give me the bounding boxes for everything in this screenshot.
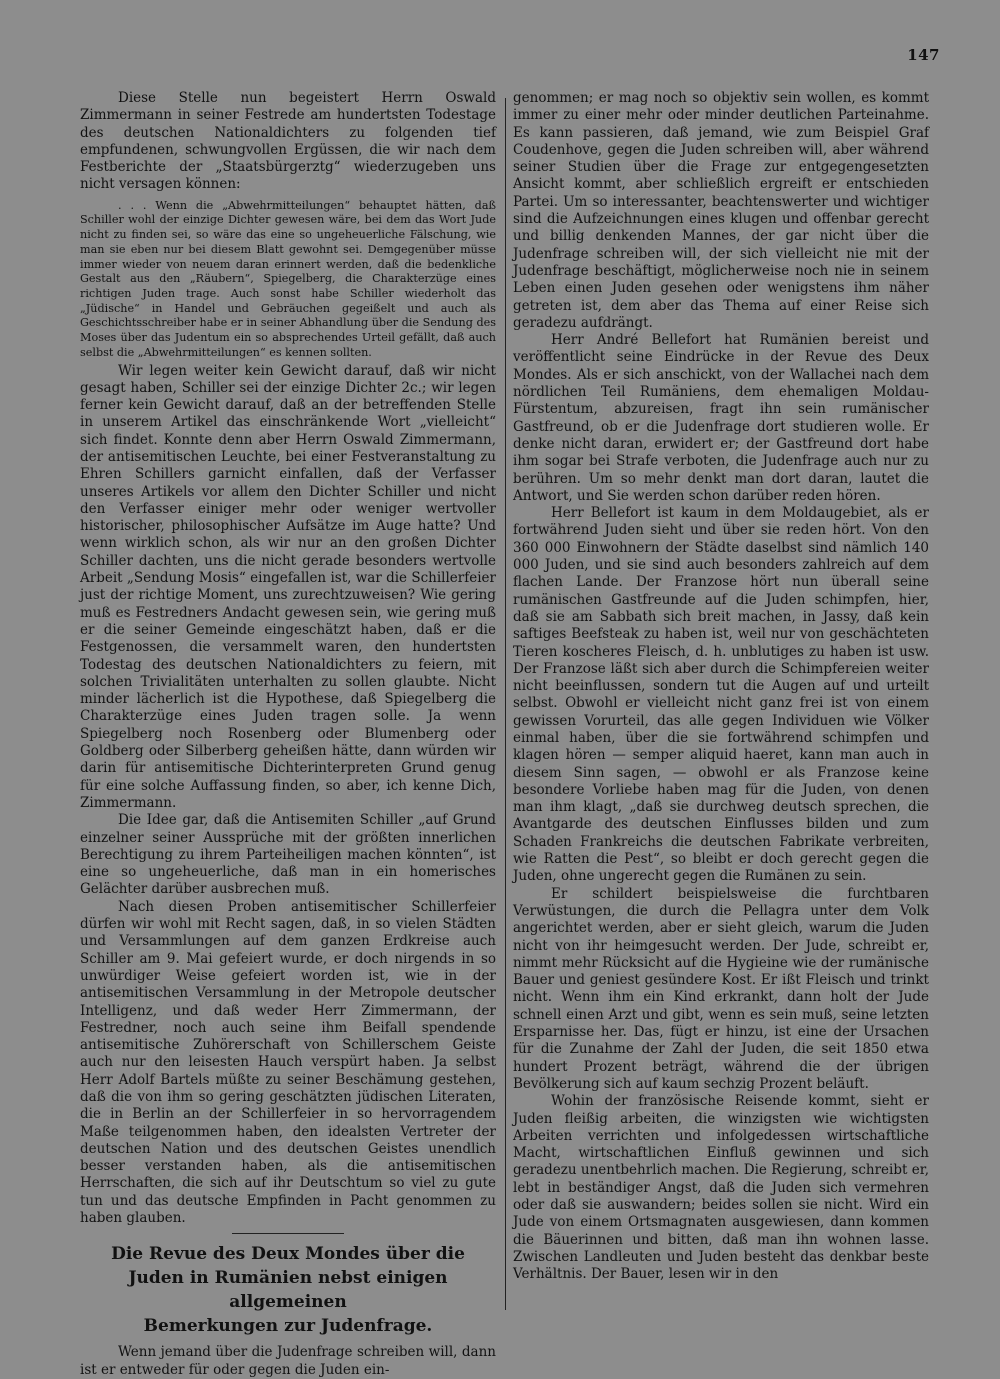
left-column: [80, 90, 496, 1379]
paragraph: Diese Stelle nun begeistert Herrn Oswald Zimmermann in seiner Festrede am hundertsten Todestage des deutschen Nationaldichters zu folgenden tief empfundenen, schwungvollen Ergüssen, die wir nach dem Festberichte der „Staatsbürgerztg“ wiederzugeben uns nicht versagen können:: [80, 90, 496, 193]
headline-line: Bemerkungen zur Judenfrage.: [143, 1316, 433, 1337]
section-divider: [232, 1233, 344, 1234]
paragraph: Wenn jemand über die Judenfrage schreiben will, dann ist er entweder für oder gegen die Juden ein-: [80, 1344, 496, 1378]
paragraph: Er schildert beispielsweise die furchtbaren Verwüstungen, die durch die Pellagra unter dem Volk angerichtet werden, aber er sieht gleich, warum die Juden nicht von ihr heimgesucht werden. Der Jude, schreibt er, nimmt mehr Rücksicht auf die Hygieine wie der rumänische Bauer und geniest gesündere Kost. Er ißt Fleisch und trinkt nicht. Wenn ihm ein Kind erkrankt, dann holt der Jude schnell einen Arzt und gibt, wenn es sein muß, seine letzten Ersparnisse her. Das, fügt er hinzu, ist eine der Ursachen für die Zunahme der Zahl der Juden, die seit 1850 etwa hundert Prozent beträgt, während die der übrigen Bevölkerung sich auf kaum sechzig Prozent beläuft.: [513, 885, 929, 1092]
column-divider: [505, 98, 506, 1310]
paragraph: Die Idee gar, daß die Antisemiten Schiller „auf Grund einzelner seiner Aussprüche mit der größten innerlichen Berechtigung zu ihrem Parteiheiligen machen könnten“, ist eine so ungeheuerliche, daß man in ein homerisches Gelächter darüber ausbrechen muß.: [80, 812, 496, 898]
right-column: [513, 90, 929, 1283]
paragraph: Nach diesen Proben antisemitischer Schillerfeier dürfen wir wohl mit Recht sagen, daß, in so vielen Städten und Versammlungen auf dem ganzen Erdkreise auch Schiller am 9. Mai gefeiert wurde, er doch nirgends in so unwürdiger Weise gefeiert worden ist, wie in der antisemitischen Versammlung in der Metropole deutscher Intelligenz, und daß weder Herr Zimmermann, der Festredner, noch auch seine ihm Beifall spendende antisemitische Zuhörerschaft von Schillerschem Geiste auch nur den leisesten Hauch verspürt haben. Ja selbst Herr Adolf Bartels müßte zu seiner Beschämung gestehen, daß die von ihm so gering geschätzten jüdischen Literaten, die in Berlin an der Schillerfeier in so hervorragendem Maße teilgenommen haben, den idealsten Vertreter der deutschen Nation und des deutschen Geistes unendlich besser verstanden haben, als die antisemitischen Herrschaften, die sich auf ihr Deutschtum so viel zu gute tun und das deutsche Empfinden in Pacht genommen zu haben glauben.: [80, 898, 496, 1227]
paragraph: Herr André Bellefort hat Rumänien bereist und veröffentlicht seine Eindrücke in der Revue des Deux Mondes. Als er sich anschickt, von der Wallachei nach dem nördlichen Teil Rumäniens, dem ehemaligen Moldau-Fürstentum, abzureisen, fragt ihn sein rumänischer Gastfreund, ob er die Judenfrage dort studieren wolle. Er denke nicht daran, erwidert er; der Gastfreund dort habe ihm sogar bei Strafe verboten, die Judenfrage auch nur zu berühren. Um so mehr denkt man dort daran, lautet die Antwort, und Sie werden schon darüber reden hören.: [513, 332, 929, 504]
paragraph: Herr Bellefort ist kaum in dem Moldaugebiet, als er fortwährend Juden sieht und über sie reden hört. Von den 360 000 Einwohnern der Städte daselbst sind nämlich 140 000 Juden, und sie sind auch besonders zahlreich auf dem flachen Lande. Der Franzose hört nun überall seine rumänischen Gastfreunde auf die Juden schimpfen, hier, daß sie am Sabbath sich breit machen, in Jassy, daß kein saftiges Beefsteak zu haben ist, weil nur von geschächteten Tieren koscheres Fleisch, d. h. unblutiges zu haben ist usw. Der Franzose läßt sich aber durch die Schimpfereien weiter nicht beeinflussen, sondern tut die Augen auf und urteilt selbst. Obwohl er vielleicht nicht ganz frei ist von einem gewissen Vorurteil, das alle gegen Individuen wie Völker einmal haben, über die sie fortwährend schimpfen und klagen hören — semper aliquid haeret, kann man auch in diesem Sinn sagen, — obwohl er als Franzose keine besondere Vorliebe haben mag für die Juden, von denen man ihm klagt, „daß sie durchweg deutsch sprechen, die Avantgarde des deutschen Einflusses bilden und zum Schaden Frankreichs die deutschen Fabrikate verbreiten, wie Ratten die Pest“, so bleibt er doch gerecht gegen die Juden, ohne ungerecht gegen die Rumänen zu sein.: [513, 505, 929, 885]
paragraph: genommen; er mag noch so objektiv sein wollen, es kommt immer zu einer mehr oder minder deutlichen Parteinahme. Es kann passieren, daß jemand, wie zum Beispiel Graf Coudenhove, gegen die Juden schreiben will, aber während seiner Studien über die Frage zur entgegengesetzten Ansicht kommt, aber schließlich ergreift er entschieden Partei. Um so interessanter, beachtenswerter und wichtiger sind die Aufzeichnungen eines klugen und offenbar gerecht und billig denkenden Mannes, der gar nicht über die Judenfrage schreiben will, der sich vielleicht nie mit der Judenfrage beschäftigt, möglicherweise noch nie in seinem Leben einen Juden gesehen oder wenigstens ihm näher getreten ist, dem aber das Thema auf einer Reise sich geradezu aufdrängt.: [513, 90, 929, 331]
paragraph: Wir legen weiter kein Gewicht darauf, daß wir nicht gesagt haben, Schiller sei der einzige Dichter 2c.; wir legen ferner kein Gewicht darauf, daß an der betreffenden Stelle in unserem Artikel das einschränkende Wort „vielleicht“ sich findet. Konnte denn aber Herrn Oswald Zimmermann, der antisemitischen Leuchte, bei einer Festveranstaltung zu Ehren Schillers garnicht einfallen, daß der Verfasser unseres Artikels vor allem den Dichter Schiller und nicht den Verfasser einiger mehr oder weniger wertvoller historischer, philosophischer Aufsätze im Auge hatte? Und wenn wirklich schon, als wir nur an den großen Dichter Schiller dachten, uns die nicht gerade besonders wertvolle Arbeit „Sendung Mosis“ eingefallen ist, war die Schillerfeier just der richtige Moment, uns zurechtzuweisen? Wie gering muß es Festredners Andacht gewesen sein, wie gering muß er die seiner Gemeinde eingeschätzt haben, daß er die Festgenossen, die versammelt waren, den hundertsten Todestag des deutschen Nationaldichters zu feiern, mit solchen Trivialitäten unterhalten zu sollen glaubte. Nicht minder lächerlich ist die Hypothese, daß Spiegelberg die Charakterzüge eines Juden tragen solle. Ja wenn Spiegelberg noch Rosenberg oder Blumenberg oder Goldberg oder Silberberg geheißen hätte, dann würden wir darin für antisemitische Dichterinterpreten Grund genug für eine solche Auffassung finden, so aber, ich kenne Dich, Zimmermann.: [80, 362, 496, 811]
headline-line: Die Revue des Deux Mondes über die: [111, 1244, 465, 1265]
headline-line: Juden in Rumänien nebst einigen allgemeinen: [128, 1268, 448, 1313]
block-quote: . . . Wenn die „Abwehrmitteilungen“ behauptet hätten, daß Schiller wohl der einzige Dichter gewesen wäre, bei dem das Wort Jude nicht zu finden sei, so wäre das eine so ungeheuerliche Fälschung, wie man sie eben nur bei diesem Blatt gewohnt sei. Demgegenüber müsse immer wieder von neuem daran erinnert werden, daß die bedenkliche Gestalt aus den „Räubern“, Spiegelberg, die Charakterzüge eines richtigen Juden trage. Auch sonst habe Schiller wiederholt das „Jüdische“ in Handel und Gebräuchen gegeißelt und auch als Geschichtsschreiber habe er in seiner Abhandlung über die Sendung des Moses über das Judentum ein so absprechendes Urteil gefällt, daß auch selbst die „Abwehrmitteilungen“ es kennen sollten.: [80, 198, 496, 359]
paragraph: Wohin der französische Reisende kommt, sieht er Juden fleißig arbeiten, die winzigsten wie wichtigsten Arbeiten verrichten und infolgedessen wirtschaftliche Macht, wirtschaftlichen Einfluß gewinnen und sich geradezu unentbehrlich machen. Die Regierung, schreibt er, lebt in beständiger Angst, daß die Juden sich vermehren oder daß sie auswandern; beides sollen sie nicht. Wird ein Jude von einem Ortsmagnaten ausgewiesen, dann kommen die Bäuerinnen und bitten, daß man ihn wohnen lasse. Zwischen Landleuten und Juden besteht das denkbar beste Verhältnis. Der Bauer, lesen wir in den: [513, 1093, 929, 1283]
page-number: 147: [907, 46, 940, 64]
article-headline: [80, 1242, 496, 1338]
